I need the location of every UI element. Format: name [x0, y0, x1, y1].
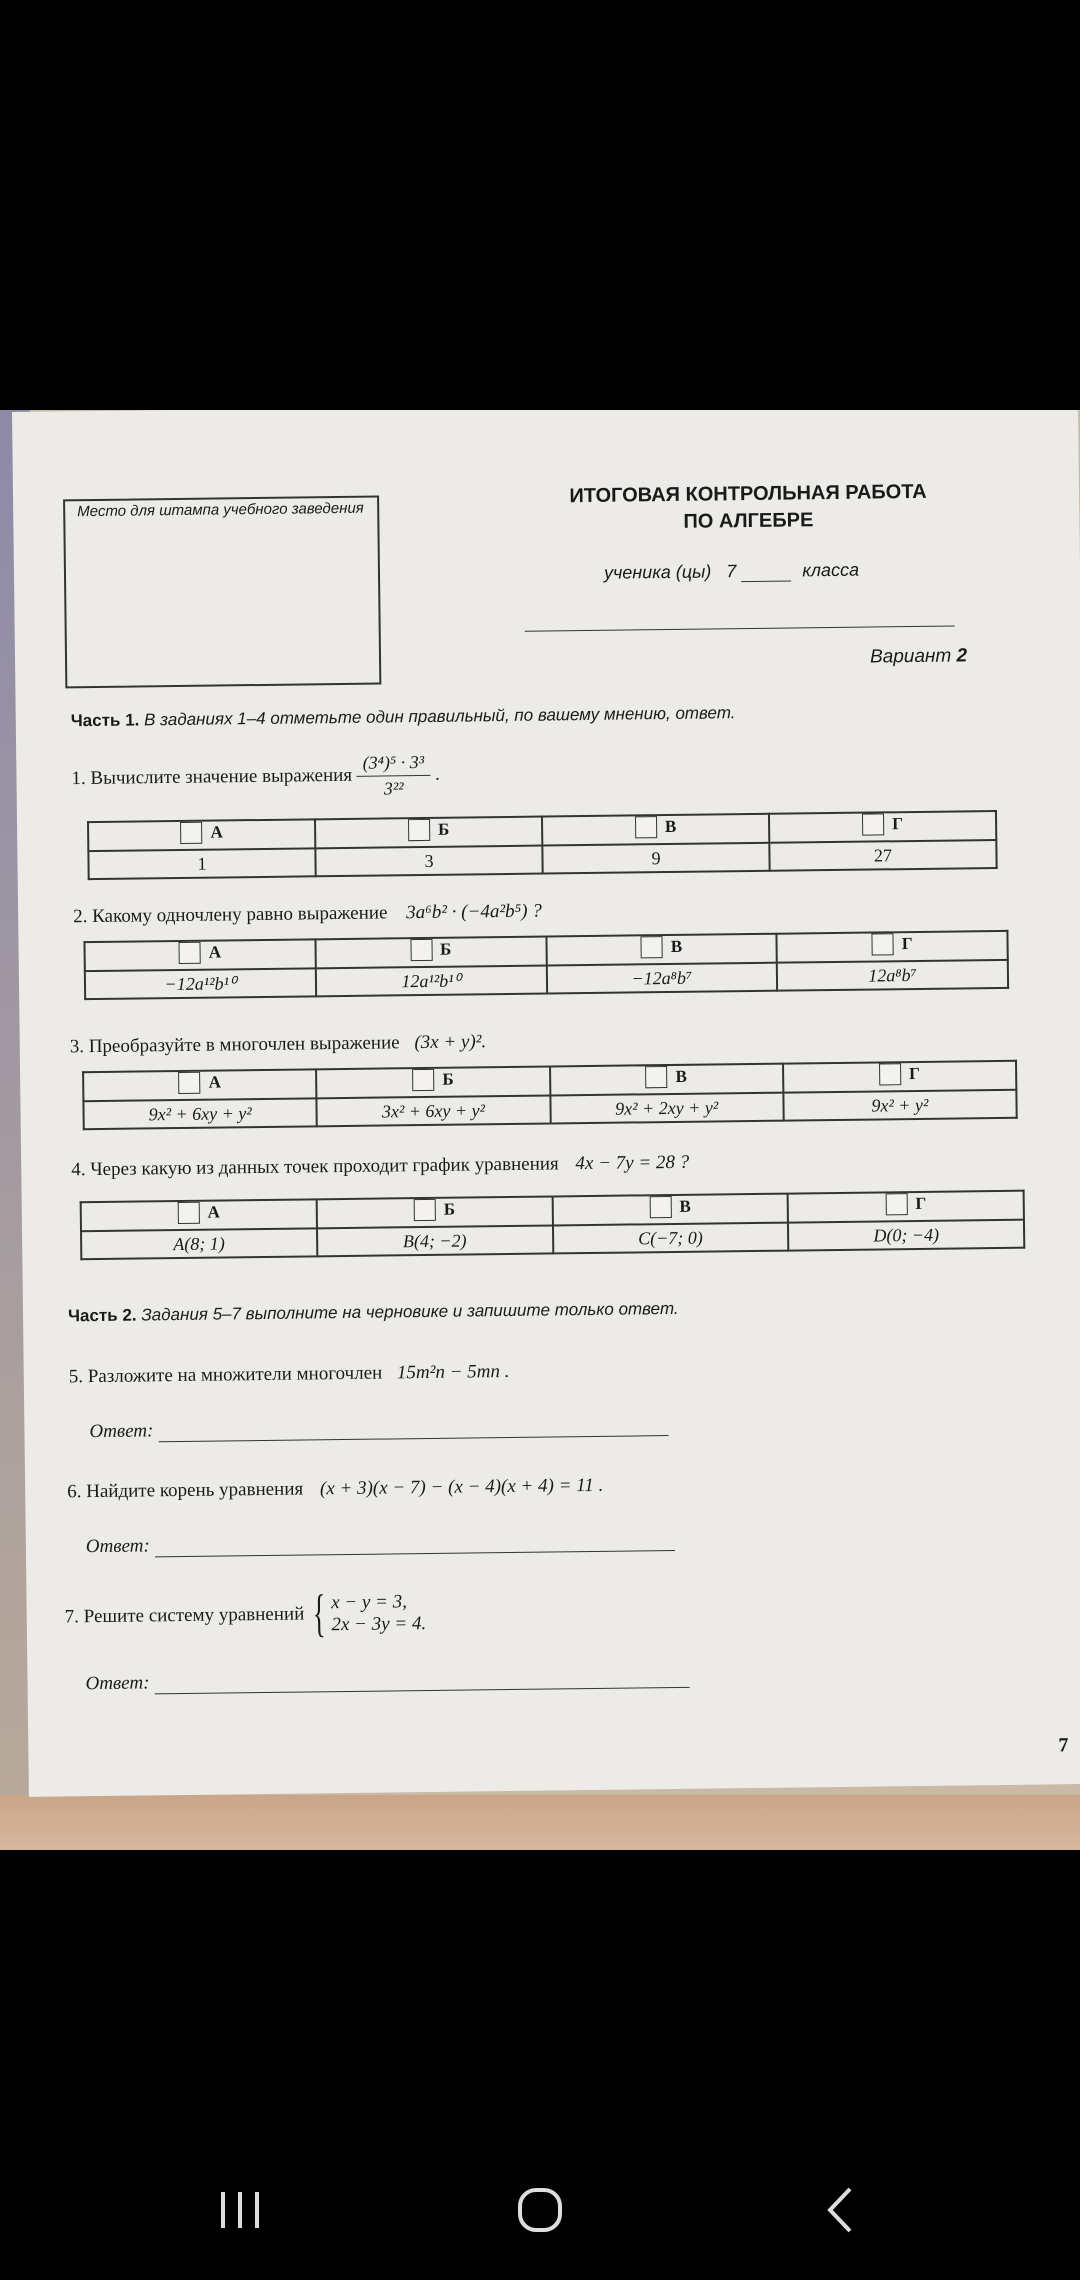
q5-answer-field[interactable]: Ответ:	[89, 1414, 668, 1443]
q1-option-v[interactable]: В	[542, 814, 769, 846]
variant: Вариант 2	[869, 645, 968, 668]
part2-heading: Часть 2. Задания 5–7 выполните на черновике и запишите только ответ.	[67, 1298, 679, 1326]
q3-option-g[interactable]: Г	[783, 1061, 1017, 1093]
recents-button[interactable]	[200, 2170, 280, 2250]
q2-option-g[interactable]: Г	[777, 931, 1008, 963]
q3-answer-a: 9x² + 6xy + y²	[83, 1098, 317, 1129]
question-3: 3. Преобразуйте в многочлен выражение (3x + y)².	[69, 1031, 487, 1058]
stamp-label: Место для штампа учебного заведения	[77, 499, 364, 521]
question-2: 2. Какому одночлену равно выражение 3a⁶b² · (−4a²b⁵) ?	[73, 900, 542, 928]
checkbox[interactable]	[412, 1069, 434, 1091]
q3-answer-g: 9x² + y²	[783, 1090, 1017, 1121]
q2-answer-v: −12a⁸b⁷	[546, 963, 777, 994]
q1-option-a[interactable]: А	[88, 819, 315, 851]
checkbox[interactable]	[872, 933, 894, 955]
checkbox[interactable]	[641, 936, 663, 958]
checkbox[interactable]	[179, 942, 201, 964]
page-number: 7	[1058, 1734, 1069, 1757]
q2-answer-table	[83, 930, 1009, 1000]
q1-option-b[interactable]: Б	[315, 817, 542, 849]
q4-option-a[interactable]: А	[81, 1199, 317, 1231]
part1-heading: Часть 1. В заданиях 1–4 отметьте один правильный, по вашему мнению, ответ.	[70, 703, 736, 731]
checkbox[interactable]	[414, 1199, 436, 1221]
stamp-box	[63, 496, 381, 689]
recents-icon	[215, 2188, 265, 2232]
q3-option-b[interactable]: Б	[316, 1066, 550, 1098]
q4-option-g[interactable]: Г	[788, 1191, 1024, 1223]
q4-answer-v: C(−7; 0)	[552, 1223, 788, 1254]
q6-answer-field[interactable]: Ответ:	[86, 1529, 675, 1558]
q2-option-v[interactable]: В	[546, 934, 777, 966]
q7-answer-field[interactable]: Ответ:	[85, 1666, 689, 1695]
question-4: 4. Через какую из данных точек проходит график уравнения 4x − 7y = 28 ?	[71, 1151, 690, 1181]
q2-option-a[interactable]: А	[84, 939, 315, 971]
back-button[interactable]	[800, 2170, 880, 2250]
photo	[0, 410, 1080, 1850]
q1-answer-table	[87, 810, 998, 880]
q1-answer-b: 3	[315, 846, 542, 877]
q3-option-a[interactable]: А	[83, 1069, 317, 1101]
home-icon	[515, 2185, 565, 2235]
q4-answer-table	[80, 1190, 1026, 1261]
checkbox[interactable]	[862, 813, 884, 835]
checkbox[interactable]	[879, 1063, 901, 1085]
page-title: ИТОГОВАЯ КОНТРОЛЬНАЯ РАБОТА ПО АЛГЕБРЕ	[569, 480, 927, 533]
q2-answer-a: −12a¹²b¹⁰	[85, 968, 316, 999]
checkbox[interactable]	[410, 939, 432, 961]
q3-answer-b: 3x² + 6xy + y²	[317, 1095, 551, 1126]
q1-answer-v: 9	[542, 843, 769, 874]
checkbox[interactable]	[885, 1193, 907, 1215]
q4-option-v[interactable]: В	[552, 1194, 788, 1226]
q4-answer-a: A(8; 1)	[81, 1228, 317, 1259]
checkbox[interactable]	[645, 1066, 667, 1088]
q1-answer-g: 27	[769, 840, 996, 871]
q4-answer-g: D(0; −4)	[788, 1220, 1024, 1251]
equation-system: x − y = 3, 2x − 3y = 4.	[331, 1591, 427, 1636]
question-5: 5. Разложите на множители многочлен 15m²n − 5mn .	[68, 1360, 510, 1388]
student-line: ученика (цы) 7 класса	[603, 559, 860, 583]
q1-fraction: $\frac{\text{(3⁴)⁵ · 3³}}{\text{3²²}}$	[357, 752, 431, 800]
q1-answer-a: 1	[88, 848, 315, 879]
q4-option-b[interactable]: Б	[316, 1196, 552, 1228]
checkbox[interactable]	[408, 819, 430, 841]
checkbox[interactable]	[179, 1072, 201, 1094]
q3-answer-table	[82, 1060, 1018, 1130]
desk-bottom	[0, 1795, 1080, 1850]
question-1: 1. Вычислите значение выражения $\frac{\text{(3⁴)⁵ · 3³}}{\text{3²²}}$ .	[71, 751, 440, 799]
q3-option-v[interactable]: В	[550, 1064, 784, 1096]
q3-answer-v: 9x² + 2xy + y²	[550, 1093, 784, 1124]
q2-answer-g: 12a⁸b⁷	[777, 960, 1008, 991]
q2-option-b[interactable]: Б	[315, 937, 546, 969]
checkbox[interactable]	[635, 816, 657, 838]
home-button[interactable]	[500, 2170, 580, 2250]
system-brace: {	[312, 1585, 326, 1643]
name-line	[525, 625, 955, 631]
test-sheet	[12, 410, 1080, 1797]
checkbox[interactable]	[180, 822, 202, 844]
checkbox[interactable]	[177, 1202, 199, 1224]
checkbox[interactable]	[649, 1196, 671, 1218]
q2-answer-b: 12a¹²b¹⁰	[316, 966, 547, 997]
question-6: 6. Найдите корень уравнения (x + 3)(x − 7) − (x − 4)(x + 4) = 11 .	[67, 1474, 604, 1503]
q4-answer-b: B(4; −2)	[317, 1225, 553, 1256]
back-icon	[820, 2185, 860, 2235]
question-7: 7. Решите систему уравнений { x − y = 3, 2x − 3y = 4.	[64, 1585, 427, 1643]
q1-option-g[interactable]: Г	[769, 811, 996, 843]
